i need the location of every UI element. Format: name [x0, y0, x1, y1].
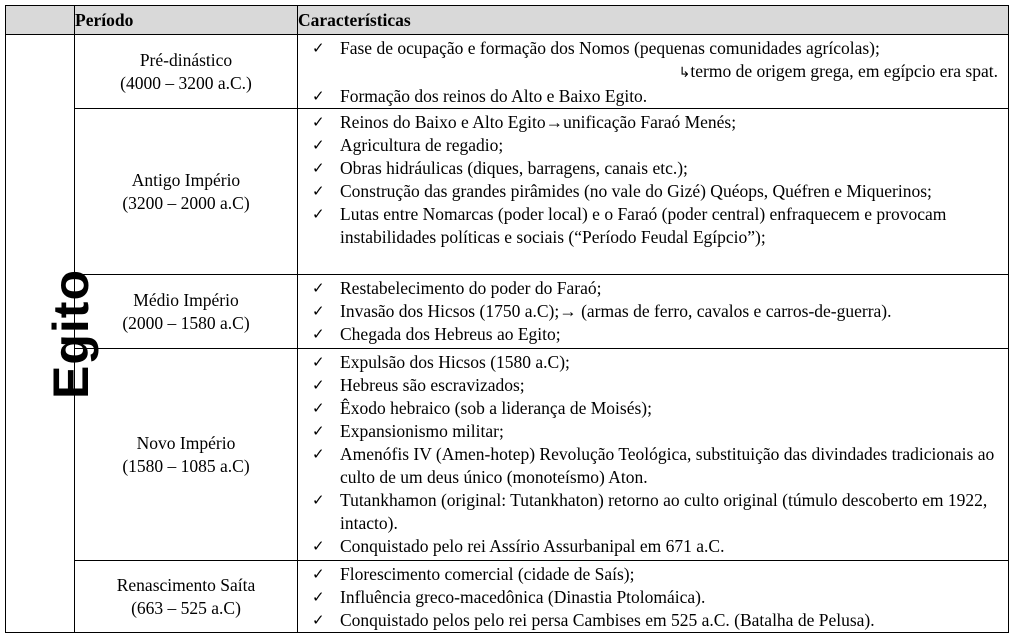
period-row [6, 349, 1009, 561]
list-item [298, 609, 998, 632]
side-label: Egito [42, 268, 99, 399]
item-text: Agricultura de regadio; [340, 135, 504, 155]
checkmark-icon: ✓ [312, 399, 325, 417]
checkmark-icon: ✓ [312, 39, 325, 57]
checkmark-icon: ✓ [312, 136, 325, 154]
period-name: Médio Império [133, 289, 239, 310]
period-name: Renascimento Saíta [116, 574, 256, 595]
period-dates: (2000 – 1580 a.C) [122, 312, 250, 333]
checkmark-icon: ✓ [312, 279, 325, 297]
characteristics-cell [298, 561, 1009, 633]
egypt-periods-table [5, 5, 1009, 633]
checkmark-icon: ✓ [312, 113, 325, 131]
characteristics-cell [298, 109, 1009, 275]
period-row [6, 275, 1009, 349]
list-item [298, 180, 998, 203]
period-cell [75, 349, 298, 561]
item-text: Restabelecimento do poder do Faraó; [340, 278, 602, 298]
checkmark-icon: ✓ [312, 302, 325, 320]
checkmark-icon: ✓ [312, 159, 325, 177]
checkmark-icon: ✓ [312, 588, 325, 606]
characteristics-cell [298, 275, 1009, 349]
checkmark-icon: ✓ [312, 537, 325, 555]
item-text: Obras hidráulicas (diques, barragens, canais etc.); [340, 158, 688, 178]
item-text: Expansionismo militar; [340, 421, 504, 441]
list-item [298, 37, 998, 60]
characteristics-cell [298, 35, 1009, 109]
item-text: Florescimento comercial (cidade de Saís); [340, 564, 635, 584]
checkmark-icon: ✓ [312, 325, 325, 343]
item-text: Êxodo hebraico (sob a liderança de Moisés); [340, 398, 652, 418]
list-item [298, 277, 998, 300]
header-characteristics: Características [298, 6, 1009, 35]
period-row [6, 561, 1009, 633]
period-cell [75, 35, 298, 109]
list-item [298, 351, 998, 374]
header-period: Período [75, 6, 298, 35]
list-item [298, 85, 998, 108]
item-text: Amenófis IV (Amen-hotep) Revolução Teológica, substituição das divindades tradicionais ao culto de um deus único (monoteísmo) Aton. [340, 444, 995, 487]
list-item [298, 563, 998, 586]
period-row [6, 109, 1009, 275]
list-item [298, 374, 998, 397]
header-corner-cell [6, 6, 75, 35]
checkmark-icon: ✓ [312, 565, 325, 583]
item-text: Conquistado pelos pelo rei persa Cambises em 525 a.C. (Batalha de Pelusa). [340, 610, 875, 630]
list-item [298, 203, 998, 249]
period-row [6, 35, 1009, 109]
period-dates: (3200 – 2000 a.C) [122, 192, 250, 213]
item-text: Construção das grandes pirâmides (no vale do Gizé) Quéops, Quéfren e Miquerinos; [340, 181, 932, 201]
list-item [298, 397, 998, 420]
period-dates: (1580 – 1085 a.C) [122, 455, 250, 476]
list-item [298, 134, 998, 157]
item-text: Formação dos reinos do Alto e Baixo Egito. [340, 86, 648, 106]
list-item [298, 489, 998, 535]
list-item [298, 323, 998, 346]
item-text: Invasão dos Hicsos (1750 a.C);→ (armas de ferro, cavalos e carros-de-guerra). [340, 301, 892, 321]
side-label-cell [6, 35, 99, 633]
checkmark-icon: ✓ [312, 182, 325, 200]
item-text: Hebreus são escravizados; [340, 375, 525, 395]
period-cell [75, 561, 298, 633]
item-text: Tutankhamon (original: Tutankhaton) retorno ao culto original (túmulo descoberto em 1922, intacto). [340, 490, 988, 533]
period-cell [75, 275, 298, 349]
checkmark-icon: ✓ [312, 422, 325, 440]
list-item [298, 111, 998, 134]
checkmark-icon: ✓ [312, 445, 325, 463]
period-name: Antigo Império [131, 169, 241, 190]
list-item [298, 586, 998, 609]
list-item [298, 157, 998, 180]
period-name: Novo Império [136, 432, 236, 453]
item-text: Conquistado pelo rei Assírio Assurbanipal em 671 a.C. [340, 536, 725, 556]
item-text: Influência greco-macedônica (Dinastia Ptolomáica). [340, 587, 706, 607]
sub-note [298, 60, 998, 85]
checkmark-icon: ✓ [312, 205, 325, 223]
period-dates: (4000 – 3200 a.C.) [120, 72, 252, 93]
period-dates: (663 – 525 a.C) [131, 597, 241, 618]
item-text: Fase de ocupação e formação dos Nomos (pequenas comunidades agrícolas); [340, 38, 880, 58]
checkmark-icon: ✓ [312, 353, 325, 371]
hook-arrow-icon: ↳ [678, 65, 691, 81]
header-row [6, 6, 1009, 35]
item-text: Chegada dos Hebreus ao Egito; [340, 324, 561, 344]
list-item [298, 420, 998, 443]
list-item [298, 443, 998, 489]
period-name: Pré-dinástico [139, 49, 233, 70]
list-item [298, 300, 998, 323]
checkmark-icon: ✓ [312, 491, 325, 509]
checkmark-icon: ✓ [312, 611, 325, 629]
checkmark-icon: ✓ [312, 376, 325, 394]
item-text: Lutas entre Nomarcas (poder local) e o Faraó (poder central) enfraquecem e provocam instabilidades políticas e sociais (“Período Feudal Egípcio”); [340, 204, 947, 247]
period-cell [75, 109, 298, 275]
characteristics-cell [298, 349, 1009, 561]
item-text: Reinos do Baixo e Alto Egito→unificação Faraó Menés; [340, 112, 737, 132]
checkmark-icon: ✓ [312, 87, 325, 105]
list-item [298, 535, 998, 558]
sub-note-text: termo de origem grega, em egípcio era spat. [690, 61, 998, 81]
item-text: Expulsão dos Hicsos (1580 a.C); [340, 352, 570, 372]
